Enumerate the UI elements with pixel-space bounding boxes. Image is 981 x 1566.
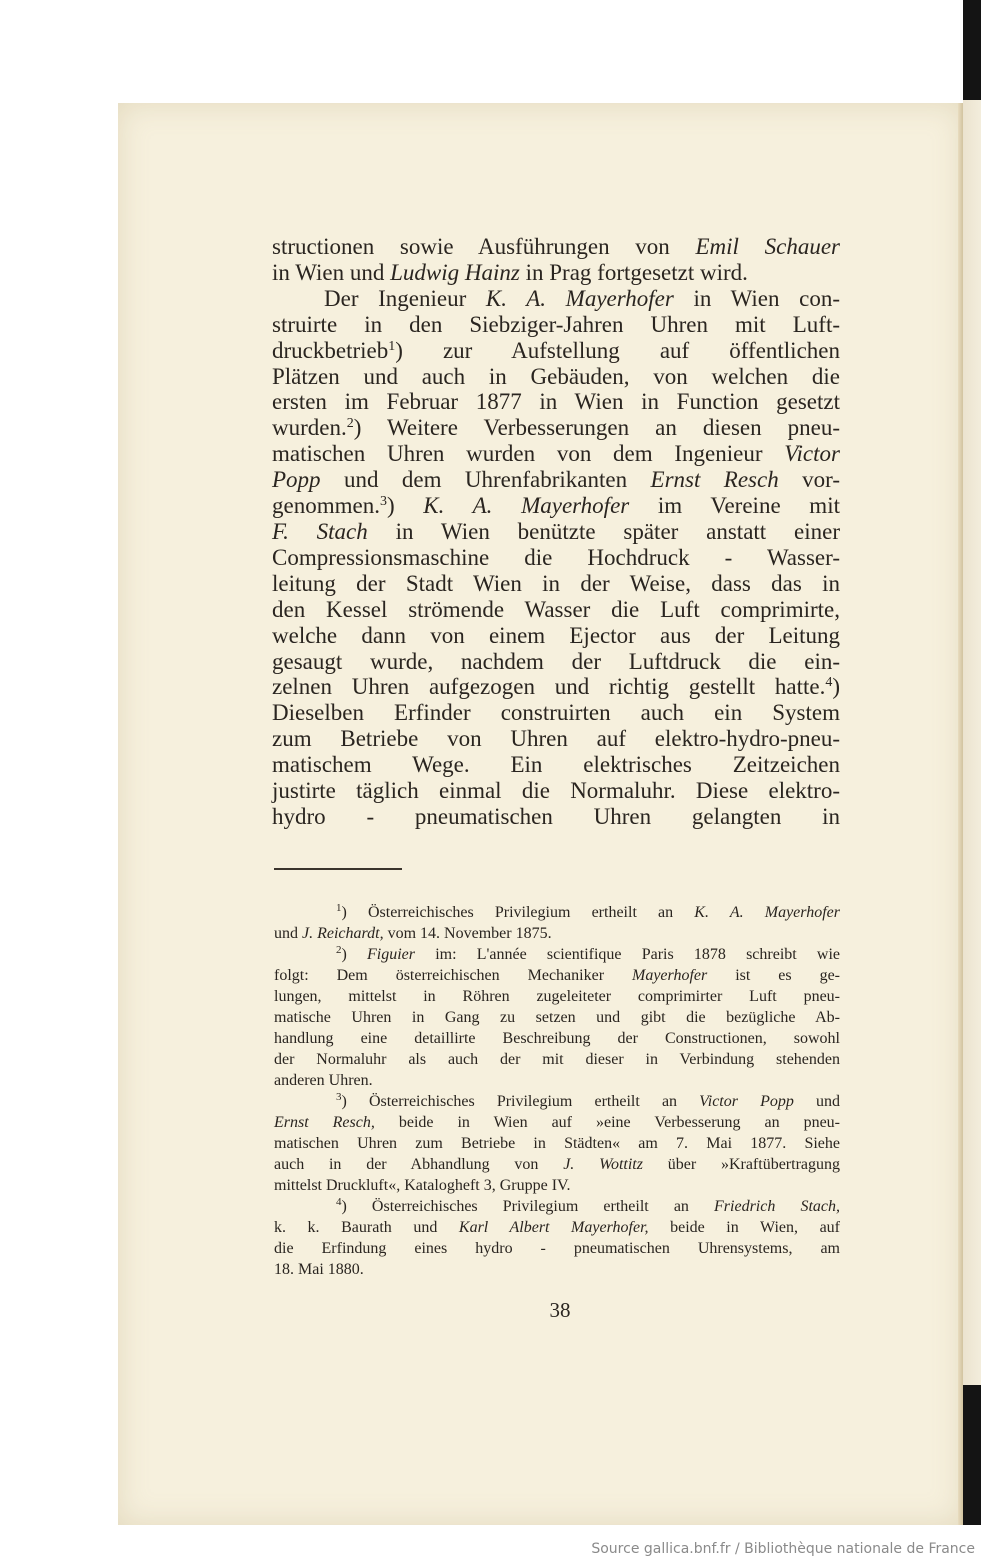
text-run: Ernst Resch [650,467,779,493]
text-run: 3 [336,1091,342,1103]
text-run: Dieselben Erfinder construirten auch ein System [272,700,840,726]
text-run: Ludwig Hainz [390,259,520,285]
text-run: k. k. Baurath und [274,1219,459,1236]
text-run: zum Betriebe von Uhren auf elektro-hydro-pneu- [272,726,840,752]
body-line [272,752,840,778]
text-run: beide in Wien, auf [648,1219,841,1236]
text-run: K. A. Mayerhofer [485,285,674,311]
text-run: Der Ingenieur [324,285,486,311]
page-number: 38 [549,1298,571,1322]
footnote-separator [274,868,402,870]
text-run: matischen Uhren zum Betriebe in Städten« am 7. Mai 1877. Siehe [274,1135,840,1152]
text-run: lungen, mittelst in Röhren zugeleiteter comprimirter Luft pneu- [274,988,840,1005]
footnote-line [274,1070,840,1091]
body-line [272,312,840,338]
footnote-line [274,1154,840,1175]
text-run: in Prag fortgesetzt wird. [519,259,748,285]
text-run: Mayerhofer [631,967,708,984]
footnote-line [274,986,840,1007]
body-line [272,415,840,441]
body-line [272,674,840,700]
footnote-line [274,1175,840,1196]
binding-strip-top [963,0,981,100]
text-run: handlung eine detaillirte Beschreibung der Constructionen, sowohl [274,1030,840,1047]
text-run: matischem Wege. Ein elektrisches Zeitzeichen [272,752,840,778]
text-run: Karl Albert Mayerhofer, [458,1219,649,1236]
body-line [272,571,840,597]
text-run: ist es ge- [707,967,841,984]
text-run: Ernst Resch, [274,1114,375,1131]
body-line [272,467,840,493]
text-run: Emil Schauer [695,234,840,259]
text-run: F. Stach [272,518,368,544]
text-run: anderen Uhren. [274,1072,373,1089]
text-run: vor- [778,467,840,493]
body-line [272,364,840,390]
footnote-line [274,1238,840,1259]
footnote-4 [274,1196,840,1280]
footnotes [274,902,840,1280]
body-line [272,389,840,415]
text-run: K. A. Mayerhofer [423,493,630,519]
footnote-line [274,1196,840,1217]
body-line [272,441,840,467]
text-run: der Normaluhr als auch der mit dieser in Verbindung stehenden [274,1051,840,1068]
text-run: ersten im Februar 1877 in Wien in Function gesetzt [272,389,840,415]
text-run: auch in der Abhandlung von [274,1156,564,1173]
text-run: ) Österreichisches Privilegium ertheilt an [341,904,695,921]
text-run: K. A. Mayerhofer [694,904,840,921]
text-run: Friedrich Stach, [714,1198,840,1215]
body-text [272,234,840,830]
body-line [272,623,840,649]
text-run: wurden. [272,415,347,441]
text-run: justirte täglich einmal die Normaluhr. Diese elektro- [272,778,840,804]
page-edge [958,103,963,1525]
text-run: ) [341,946,368,963]
footnote-line [274,1091,840,1112]
text-run: im: L'année scientifique Paris 1878 schreibt wie [415,946,841,963]
text-run: 2 [346,416,354,432]
text-run: im Vereine mit [629,493,840,519]
footnote-line [274,1007,840,1028]
text-run: struirte in den Siebziger-Jahren Uhren mit Luft- [272,311,840,337]
body-line [272,726,840,752]
text-run: die Erfindung eines hydro - pneumatischen Uhrensystems, am [274,1240,840,1257]
text-run: in Wien con- [673,285,841,311]
body-line [272,649,840,675]
body-line [272,519,840,545]
text-run: druckbetrieb [272,337,389,363]
text-run: in Wien benützte später anstatt einer [367,518,840,544]
body-line [272,493,840,519]
text-run: ) [386,493,424,519]
text-run: leitung der Stadt Wien in der Weise, dass das in [272,570,840,596]
text-run: Plätzen und auch in Gebäuden, von welchen die [272,363,840,389]
footnote-line [274,1049,840,1070]
footnote-line [274,902,840,923]
text-run: gesaugt wurde, nachdem der Luftdruck die ein- [272,648,840,674]
text-run: mittelst Druckluft«, Katalogheft 3, Gruppe IV. [274,1177,571,1194]
footnote-line [274,1112,840,1133]
text-run: 2 [336,944,342,956]
footnote-2 [274,944,840,1091]
footnote-line [274,965,840,986]
footnote-line [274,923,840,944]
text-run: beide in Wien auf »eine Verbesserung an pneu- [374,1114,841,1131]
text-run: und dem Uhrenfabrikanten [320,467,651,493]
body-line [272,597,840,623]
text-run: ) Österreichisches Privilegium ertheilt an [341,1093,700,1110]
footnote-line [274,944,840,965]
text-run: 3 [379,494,387,510]
text-run: in Wien und [272,259,391,285]
footnote-line [274,1028,840,1049]
text-run: matischen Uhren wurden von dem Ingenieur [272,441,785,467]
text-run: J. Reichardt, [302,925,384,942]
text-run: matische Uhren in Gang zu setzen und gibt die bezügliche Ab- [274,1009,840,1026]
text-run: 18. Mai 1880. [274,1261,364,1278]
text-run: 1 [336,902,342,914]
text-run: Victor [784,441,840,467]
body-line [272,260,840,286]
body-line [272,234,840,260]
text-run: structionen sowie Ausführungen von [272,234,696,259]
text-run: folgt: Dem österreichischen Mechaniker [274,967,632,984]
body-line [272,778,840,804]
footnote-line [274,1217,840,1238]
text-run: zelnen Uhren aufgezogen und richtig gestellt hatte. [272,674,826,700]
text-run: den Kessel strömende Wasser die Luft comprimirte, [272,596,840,622]
text-run: über »Kraftübertragung [642,1156,841,1173]
text-run: ) Weitere Verbesserungen an diesen pneu- [353,415,840,441]
source-credit: Source gallica.bnf.fr / Bibliothèque nationale de France [591,1541,975,1557]
body-line [272,700,840,726]
text-run: Victor Popp [699,1093,794,1110]
footnote-line [274,1259,840,1280]
text-run: und [274,925,302,942]
text-run: Popp [272,467,321,493]
body-line [272,545,840,571]
text-run: und [793,1093,841,1110]
footnote-3 [274,1091,840,1196]
text-run: J. Wottitz [563,1156,643,1173]
text-run: ) Österreichisches Privilegium ertheilt an [341,1198,715,1215]
text-run: 1 [388,338,396,354]
footnote-1 [274,902,840,944]
text-run: ) zur Aufstellung auf öffentlichen [395,337,840,363]
footnote-line [274,1133,840,1154]
text-run: 4 [336,1196,342,1208]
binding-strip-middle [963,100,981,1385]
text-run: genommen. [272,493,380,519]
body-line [272,804,840,830]
text-run: ) [832,674,840,700]
text-run: vom 14. November 1875. [383,925,552,942]
text-run: Figuier [367,946,416,963]
text-run: Compressionsmaschine die Hochdruck - Wasser- [272,544,840,570]
text-run: 4 [825,675,833,691]
body-line [272,286,840,312]
text-run: hydro - pneumatischen Uhren gelangten in [272,803,840,829]
body-line [272,338,840,364]
text-run: welche dann von einem Ejector aus der Leitung [272,622,840,648]
binding-strip-bottom [963,1385,981,1525]
